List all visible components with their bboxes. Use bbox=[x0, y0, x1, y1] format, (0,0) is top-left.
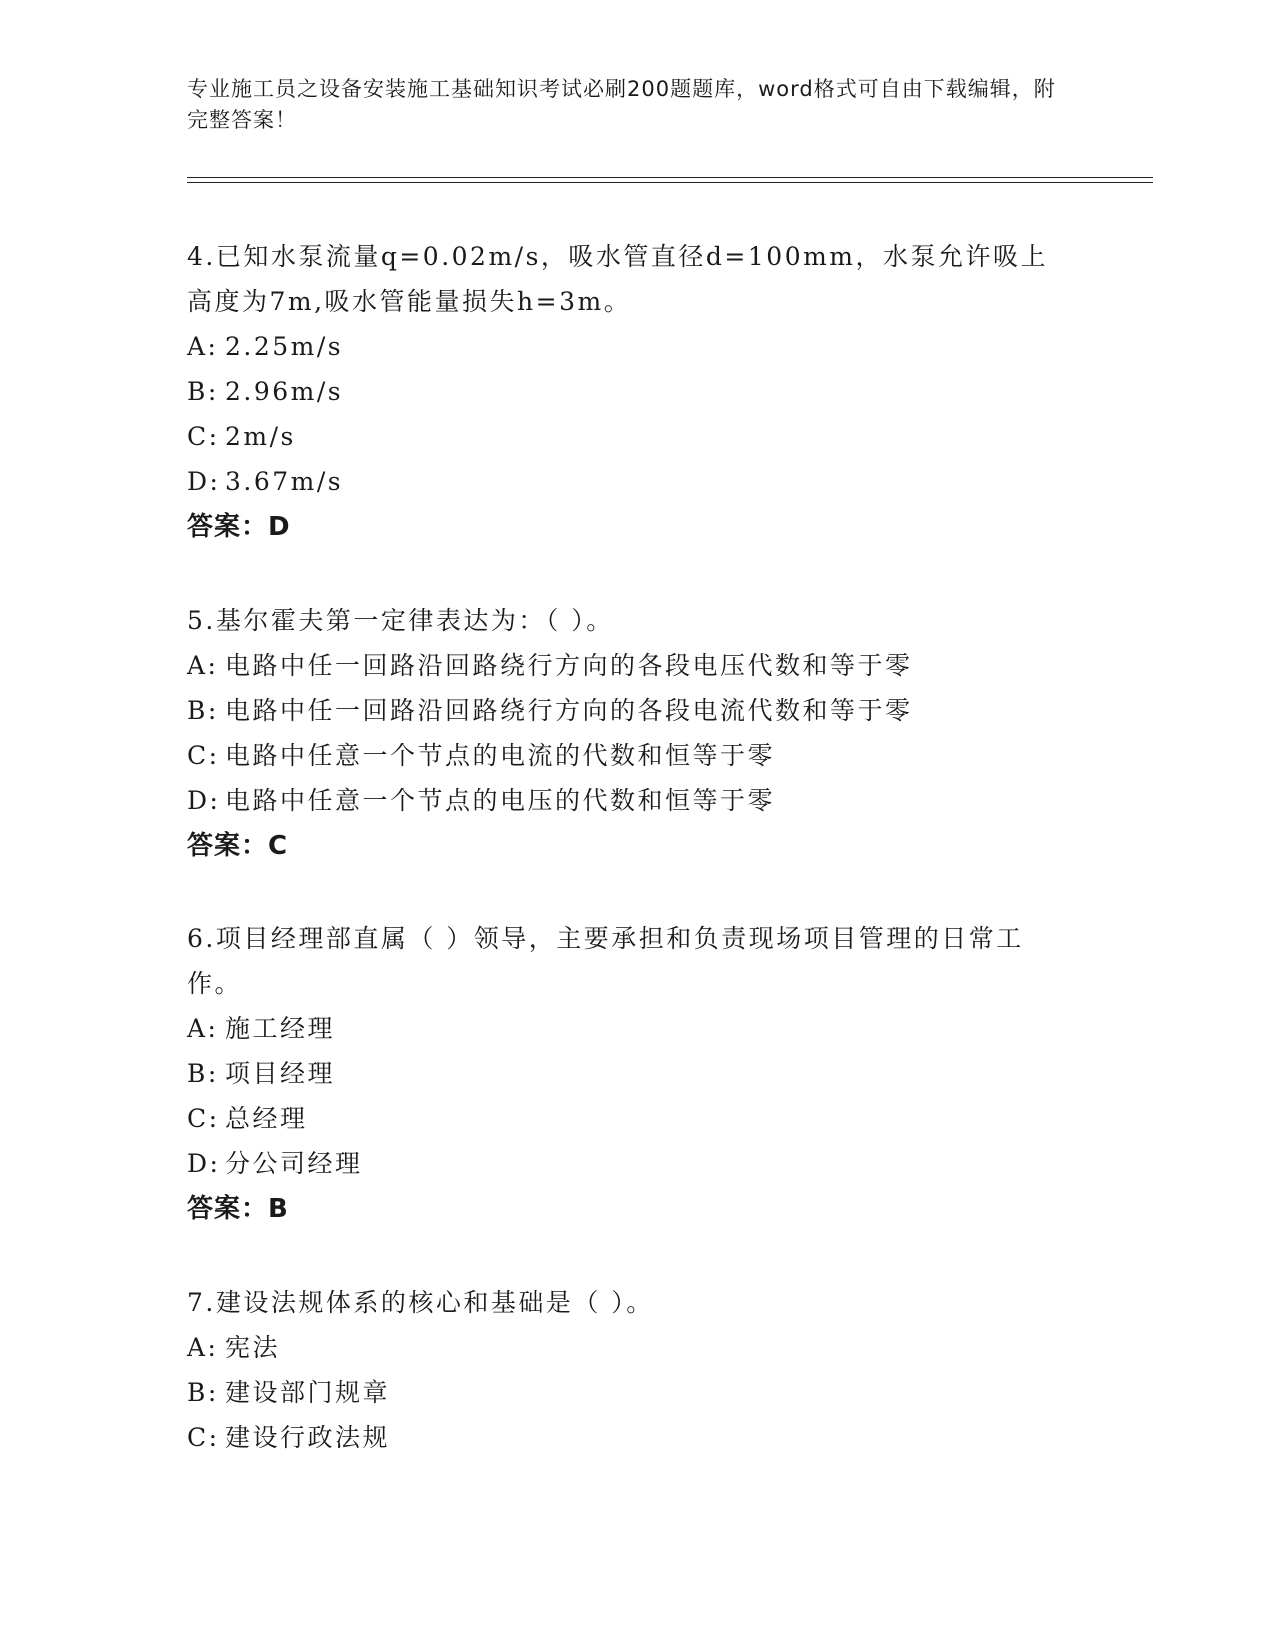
option-letter: B: bbox=[187, 696, 219, 725]
option-c bbox=[187, 414, 1087, 459]
option-letter: B: bbox=[187, 377, 219, 406]
option-b bbox=[187, 1051, 1087, 1096]
option-letter: C: bbox=[187, 422, 220, 451]
question-stem: 4.已知水泵流量q=0.02m/s，吸水管直径d=100mm，水泵允许吸上高度为7m,吸水管能量损失h=3m。 bbox=[187, 242, 1049, 316]
header-divider-top bbox=[187, 177, 1153, 178]
document-header-title: 专业施工员之设备安装施工基础知识考试必刷200题题库，word格式可自由下载编辑，附完整答案！ bbox=[187, 77, 1056, 132]
question-stem: 5.基尔霍夫第一定律表达为：（ ）。 bbox=[187, 606, 614, 635]
option-letter: D: bbox=[187, 467, 221, 496]
option-letter: A: bbox=[187, 651, 219, 680]
option-text: 电路中任一回路沿回路绕行方向的各段电压代数和等于零 bbox=[225, 651, 913, 680]
answer-label: 答案：B bbox=[187, 1194, 289, 1224]
option-letter: B: bbox=[187, 1059, 219, 1088]
option-letter: D: bbox=[187, 1149, 221, 1178]
option-text: 2m/s bbox=[225, 422, 296, 451]
option-c bbox=[187, 1415, 1087, 1460]
option-c bbox=[187, 1096, 1087, 1141]
option-b bbox=[187, 369, 1087, 414]
header-divider-bottom bbox=[187, 182, 1153, 183]
option-d bbox=[187, 459, 1087, 504]
option-text: 2.25m/s bbox=[225, 332, 344, 361]
question-6 bbox=[187, 916, 1087, 1232]
answer-label: 答案：D bbox=[187, 512, 291, 542]
option-a bbox=[187, 643, 1087, 688]
question-stem: 7.建设法规体系的核心和基础是（ ）。 bbox=[187, 1288, 654, 1317]
option-text: 项目经理 bbox=[225, 1059, 336, 1088]
option-a bbox=[187, 1325, 1087, 1370]
option-text: 3.67m/s bbox=[225, 467, 344, 496]
option-text: 建设部门规章 bbox=[225, 1378, 391, 1407]
option-text: 电路中任意一个节点的电压的代数和恒等于零 bbox=[225, 786, 776, 815]
option-letter: C: bbox=[187, 1104, 220, 1133]
option-a bbox=[187, 1006, 1087, 1051]
option-text: 总经理 bbox=[225, 1104, 308, 1133]
option-c bbox=[187, 733, 1087, 778]
option-d bbox=[187, 778, 1087, 823]
option-text: 电路中任一回路沿回路绕行方向的各段电流代数和等于零 bbox=[225, 696, 913, 725]
option-text: 建设行政法规 bbox=[225, 1423, 391, 1452]
option-b bbox=[187, 1370, 1087, 1415]
option-a bbox=[187, 324, 1087, 369]
option-letter: A: bbox=[187, 332, 219, 361]
option-text: 电路中任意一个节点的电流的代数和恒等于零 bbox=[225, 741, 776, 770]
option-b bbox=[187, 688, 1087, 733]
question-7 bbox=[187, 1280, 1087, 1460]
option-text: 施工经理 bbox=[225, 1014, 336, 1043]
option-text: 2.96m/s bbox=[225, 377, 344, 406]
question-4 bbox=[187, 234, 1087, 550]
option-text: 宪法 bbox=[225, 1333, 281, 1362]
option-d bbox=[187, 1141, 1087, 1186]
option-text: 分公司经理 bbox=[225, 1149, 363, 1178]
option-letter: C: bbox=[187, 741, 220, 770]
option-letter: B: bbox=[187, 1378, 219, 1407]
question-5 bbox=[187, 598, 1087, 869]
option-letter: A: bbox=[187, 1333, 219, 1362]
answer-label: 答案：C bbox=[187, 831, 289, 861]
question-stem: 6.项目经理部直属（ ）领导，主要承担和负责现场项目管理的日常工作。 bbox=[187, 924, 1024, 998]
option-letter: A: bbox=[187, 1014, 219, 1043]
option-letter: C: bbox=[187, 1423, 220, 1452]
option-letter: D: bbox=[187, 786, 221, 815]
